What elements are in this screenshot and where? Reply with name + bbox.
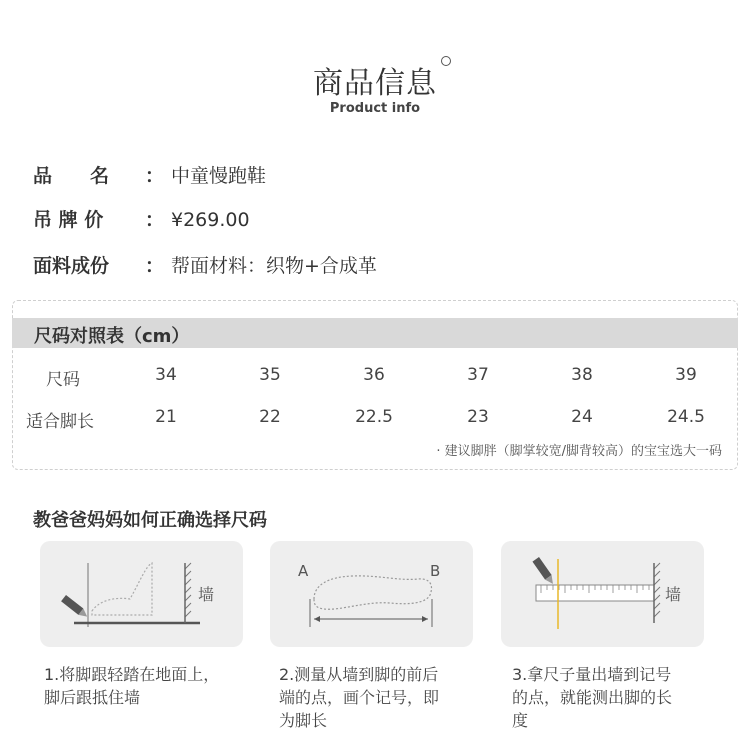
step-line: 脚后跟抵住墙 (44, 688, 141, 707)
size-advice-note: · 建议脚胖（脚掌较宽/脚背较高）的宝宝选大一码 (436, 444, 722, 459)
pencil-icon (61, 595, 90, 620)
page-title (0, 58, 750, 102)
info-value: 中童慢跑鞋 (171, 165, 267, 187)
guide-card-step-2 (270, 541, 473, 647)
info-value: 帮面材料：织物+合成革 (171, 255, 377, 277)
step-line: 的点，就能测出脚的长 (512, 688, 673, 707)
foot-length-cell: 22.5 (355, 407, 393, 427)
marker-a-label: A (298, 562, 309, 580)
info-colon: ： (145, 255, 165, 277)
foot-length-cell: 24 (571, 407, 593, 427)
guide-card-step-3 (501, 541, 704, 647)
foot-length-cell: 24.5 (667, 407, 705, 427)
foot-outline-illustration (270, 541, 473, 647)
step-line: 度 (512, 711, 529, 730)
size-row-label: 尺码 (46, 370, 80, 390)
foot-length-cell: 21 (155, 407, 177, 427)
degree-circle-icon (441, 56, 451, 66)
info-row-material (33, 251, 377, 278)
page-title-text: 商品信息 (313, 66, 437, 101)
info-label: 品 名 (33, 165, 110, 187)
guide-step-1-text (44, 663, 254, 709)
guide-step-3-text (512, 663, 722, 732)
size-cell: 35 (259, 365, 281, 385)
info-value: ¥269.00 (171, 209, 250, 231)
size-cell: 34 (155, 365, 177, 385)
size-cell: 38 (571, 365, 593, 385)
step-line: 端的点，画个记号，即 (279, 688, 440, 707)
foot-length-cell: 22 (259, 407, 281, 427)
wall-label: 墙 (665, 585, 682, 604)
foot-length-row-label: 适合脚长 (26, 412, 94, 432)
size-cell: 37 (467, 365, 489, 385)
size-cell: 39 (675, 365, 697, 385)
marker-b-label: B (430, 562, 441, 580)
ruler-measure-illustration (501, 541, 704, 647)
info-row-price (33, 205, 250, 232)
step-line: 2.测量从墙到脚的前后 (279, 665, 439, 684)
size-chart-title: 尺码对照表（cm） (34, 326, 190, 347)
foot-length-cell: 23 (467, 407, 489, 427)
info-colon: ： (145, 209, 165, 231)
info-row-name (33, 161, 266, 188)
size-cell: 36 (363, 365, 385, 385)
guide-step-2-text (279, 663, 489, 732)
step-line: 为脚长 (279, 711, 328, 730)
step-line: 1.将脚跟轻踏在地面上， (44, 665, 220, 684)
info-label: 吊 牌 价 (33, 209, 104, 231)
info-colon: ： (145, 165, 165, 187)
page-subtitle: Product info (329, 101, 421, 116)
foot-on-floor-illustration (40, 541, 243, 647)
guide-card-step-1 (40, 541, 243, 647)
step-line: 3.拿尺子量出墙到记号 (512, 665, 672, 684)
wall-label: 墙 (198, 585, 215, 604)
guide-title: 教爸爸妈妈如何正确选择尺码 (33, 510, 267, 531)
info-label: 面料成份 (33, 255, 110, 277)
pencil-icon (532, 557, 556, 586)
